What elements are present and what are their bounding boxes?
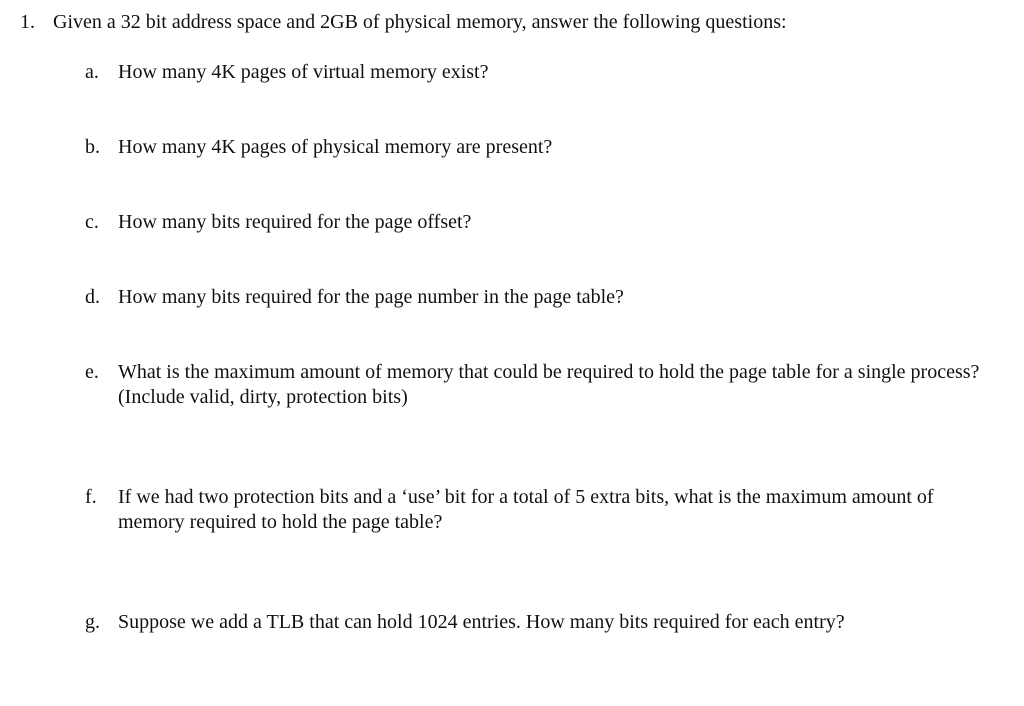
subquestion-text: How many bits required for the page offset? [118,211,472,233]
subquestion-letter: b. [85,136,100,158]
subquestion-text: How many 4K pages of virtual memory exist? [118,61,489,83]
subquestion-letter: g. [85,611,100,633]
subquestion-letter: c. [85,211,99,233]
question-prompt: Given a 32 bit address space and 2GB of physical memory, answer the following questions: [53,11,787,33]
subquestion-text: Suppose we add a TLB that can hold 1024 entries. How many bits required for each entry? [118,611,845,633]
subquestion-letter: a. [85,61,99,83]
subquestion-text: What is the maximum amount of memory that could be required to hold the page table for a single process? (Include valid, dirty, protection bits) [118,361,980,408]
subquestion-text: If we had two protection bits and a ‘use’ bit for a total of 5 extra bits, what is the maximum amount of memory required to hold the page table? [118,486,934,533]
subquestion-letter: d. [85,286,100,308]
question-number: 1. [20,11,35,33]
subquestion-text: How many 4K pages of physical memory are present? [118,136,553,158]
subquestion-letter: e. [85,361,99,383]
subquestion-text: How many bits required for the page number in the page table? [118,286,624,308]
subquestion-letter: f. [85,486,97,508]
